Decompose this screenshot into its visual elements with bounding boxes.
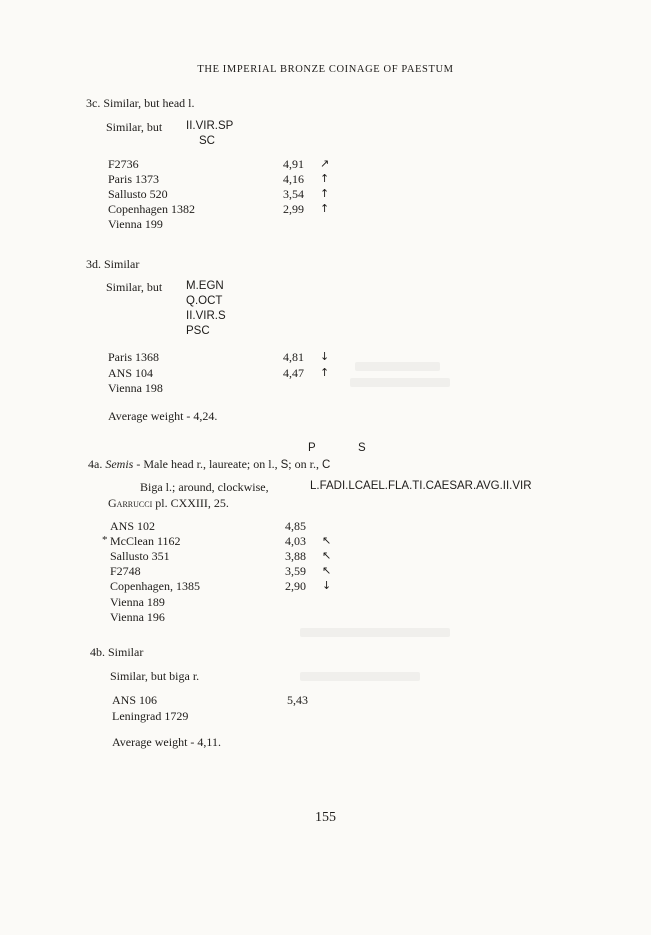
collection-name: Vienna 198 [108, 381, 163, 395]
die-axis-icon: ↑ [320, 366, 330, 379]
die-axis-icon: ↑ [320, 187, 330, 200]
collection-name: ANS 102 [110, 519, 156, 533]
weight-value: 4,85 [285, 519, 306, 533]
entry-description: Similar, but head l. [103, 96, 195, 110]
running-header: THE IMPERIAL BRONZE COINAGE OF PAESTUM [197, 64, 454, 75]
weight-value: 5,43 [287, 693, 308, 707]
obverse-description-cont: ; on r., [288, 457, 319, 471]
reference-author: Garrucci [108, 496, 153, 510]
weight-value: 4,91 [283, 157, 304, 171]
field-letter-top-left: P [308, 442, 316, 454]
collection-name: Paris 1373 [108, 172, 159, 186]
weight-value: 3,59 [285, 564, 306, 578]
die-axis-icon: ↖ [322, 549, 332, 562]
legend-text: Similar, but biga r. [110, 669, 200, 683]
collection-name: McClean 1162 [110, 534, 181, 548]
legend-prefix: Similar, but [106, 120, 163, 134]
reference-detail: pl. CXXIII, 25. [155, 496, 229, 510]
collection-name: Leningrad 1729 [112, 709, 189, 723]
collection-name: ANS 104 [108, 366, 154, 380]
weight-value: 2,90 [285, 579, 306, 593]
reference [108, 496, 229, 511]
weight-value: 2,99 [283, 202, 304, 216]
weight-value: 4,47 [283, 366, 304, 380]
collection-name: Vienna 189 [110, 595, 165, 609]
average-weight: Average weight - 4,24. [108, 409, 218, 423]
weight-value: 4,81 [283, 350, 304, 364]
page-number: 155 [315, 810, 336, 825]
die-axis-icon: ↑ [320, 202, 330, 215]
entry-4b-heading [90, 645, 143, 660]
field-letter-top-right: S [358, 442, 366, 454]
entry-label: 4a. [88, 457, 103, 471]
field-letter-right: C [321, 459, 331, 471]
legend-line: PSC [186, 325, 210, 337]
entry-3d-heading [86, 257, 139, 272]
bleed-through [300, 628, 450, 637]
entry-4a-heading [88, 457, 330, 472]
collection-name: ANS 106 [112, 693, 158, 707]
weight-value: 4,16 [283, 172, 304, 186]
die-axis-icon: ↑ [320, 172, 330, 185]
entry-3c-heading [86, 96, 195, 111]
legend-line: M.EGN [186, 280, 224, 292]
average-weight: Average weight - 4,11. [112, 735, 221, 749]
die-axis-icon: ↓ [320, 350, 330, 363]
asterisk-mark: * [102, 534, 108, 546]
field-letter-left: S [280, 459, 289, 471]
legend-line: SC [199, 135, 215, 147]
die-axis-icon: ↓ [322, 579, 332, 592]
collection-name: Sallusto 351 [110, 549, 170, 563]
entry-description: Similar [108, 645, 144, 659]
collection-name: Copenhagen 1382 [108, 202, 195, 216]
bleed-through [355, 362, 440, 371]
weight-value: 3,88 [285, 549, 306, 563]
reverse-description: Biga l.; around, clockwise, [140, 480, 269, 494]
legend-line: II.VIR.S [186, 310, 226, 322]
legend-line: Q.OCT [186, 295, 223, 307]
legend-prefix: Similar, but [106, 280, 163, 294]
collection-name: Sallusto 520 [108, 187, 168, 201]
weight-value: 4,03 [285, 534, 306, 548]
collection-name: F2736 [108, 157, 139, 171]
collection-name: F2748 [110, 564, 141, 578]
denomination: Semis [105, 457, 134, 471]
die-axis-icon: ↖ [322, 534, 332, 547]
entry-label: 4b. [90, 645, 105, 659]
die-axis-icon: ↖ [322, 564, 332, 577]
collection-name: Vienna 196 [110, 610, 165, 624]
bleed-through [350, 378, 450, 387]
bleed-through [300, 672, 420, 681]
entry-description: Similar [104, 257, 140, 271]
collection-name: Paris 1368 [108, 350, 159, 364]
weight-value: 3,54 [283, 187, 304, 201]
obverse-description: - Male head r., laureate; on l., [136, 457, 278, 471]
legend-line: II.VIR.SP [186, 120, 234, 132]
entry-label: 3c. [86, 96, 101, 110]
reverse-legend: L.FADI.LCAEL.FLA.TI.CAESAR.AVG.II.VIR [310, 480, 532, 492]
collection-name: Vienna 199 [108, 217, 163, 231]
collection-name: Copenhagen, 1385 [110, 579, 200, 593]
die-axis-icon: ↗ [320, 157, 330, 170]
entry-label: 3d. [86, 257, 101, 271]
